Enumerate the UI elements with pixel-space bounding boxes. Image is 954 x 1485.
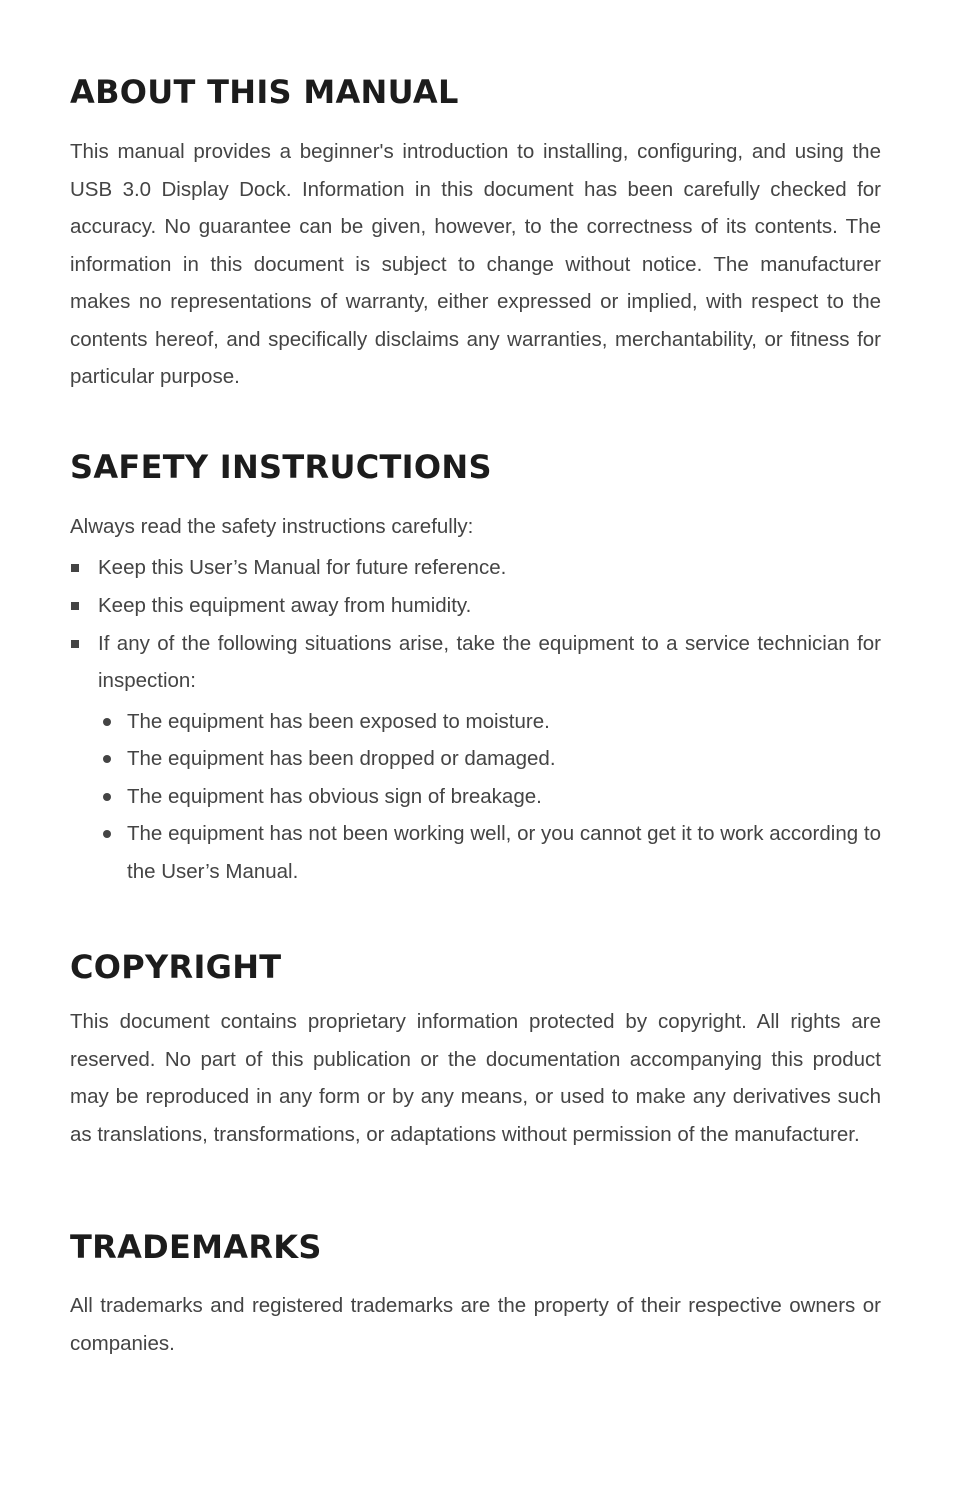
trademarks-section bbox=[70, 1227, 881, 1362]
about-body: This manual provides a beginner's introduction to installing, configuring, and using the USB 3.0 Display Dock. Information in this document has been carefully checked for accuracy. No guarantee can be given, however, to the correctness of its contents. The information in this document is subject to change without notice. The manufacturer makes no representations of warranty, either expressed or implied, with respect to the contents hereof, and specifically disclaims any warranties, merchantability, or fitness for particular purpose. bbox=[70, 140, 881, 388]
square-bullet-icon bbox=[71, 640, 79, 648]
round-bullet-icon bbox=[103, 755, 111, 763]
list-item-text: If any of the following situations arise, take the equipment to a service technician for inspection: bbox=[98, 631, 881, 692]
safety-sublist bbox=[70, 703, 881, 891]
list-item bbox=[70, 815, 881, 890]
list-item bbox=[70, 625, 881, 700]
list-item-text: Keep this User’s Manual for future reference. bbox=[98, 555, 507, 579]
list-item bbox=[70, 740, 881, 778]
trademarks-heading: TRADEMARKS bbox=[70, 1228, 322, 1266]
safety-list bbox=[70, 549, 881, 700]
list-item-text: Keep this equipment away from humidity. bbox=[98, 594, 472, 617]
trademarks-body: All trademarks and registered trademarks are the property of their respective owners or companies. bbox=[70, 1294, 881, 1355]
copyright-section bbox=[70, 947, 881, 1153]
list-item bbox=[70, 778, 881, 816]
list-item-text: The equipment has been dropped or damaged. bbox=[127, 747, 556, 770]
list-item bbox=[70, 587, 881, 625]
list-item bbox=[70, 703, 881, 741]
safety-intro: Always read the safety instructions carefully: bbox=[70, 515, 474, 538]
square-bullet-icon bbox=[71, 564, 79, 572]
about-heading: ABOUT THIS MANUAL bbox=[70, 73, 459, 111]
list-item-text: The equipment has been exposed to moisture. bbox=[127, 709, 550, 733]
copyright-body: This document contains proprietary information protected by copyright. All rights are reserved. No part of this publication or the documentation accompanying this product may be reproduced in any form or by any means, or used to make any derivatives such as translations, transformations, or adaptations without permission of the manufacturer. bbox=[70, 1010, 881, 1146]
round-bullet-icon bbox=[103, 718, 111, 726]
copyright-heading: COPYRIGHT bbox=[70, 948, 282, 986]
round-bullet-icon bbox=[103, 830, 111, 838]
safety-heading: SAFETY INSTRUCTIONS bbox=[70, 448, 492, 486]
list-item-text: The equipment has obvious sign of breakage. bbox=[127, 784, 542, 808]
list-item-text: The equipment has not been working well, or you cannot get it to work according to the User’s Manual. bbox=[127, 822, 881, 883]
safety-section bbox=[70, 447, 881, 890]
about-section bbox=[70, 72, 881, 396]
square-bullet-icon bbox=[71, 602, 79, 610]
list-item bbox=[70, 549, 881, 587]
round-bullet-icon bbox=[103, 793, 111, 801]
